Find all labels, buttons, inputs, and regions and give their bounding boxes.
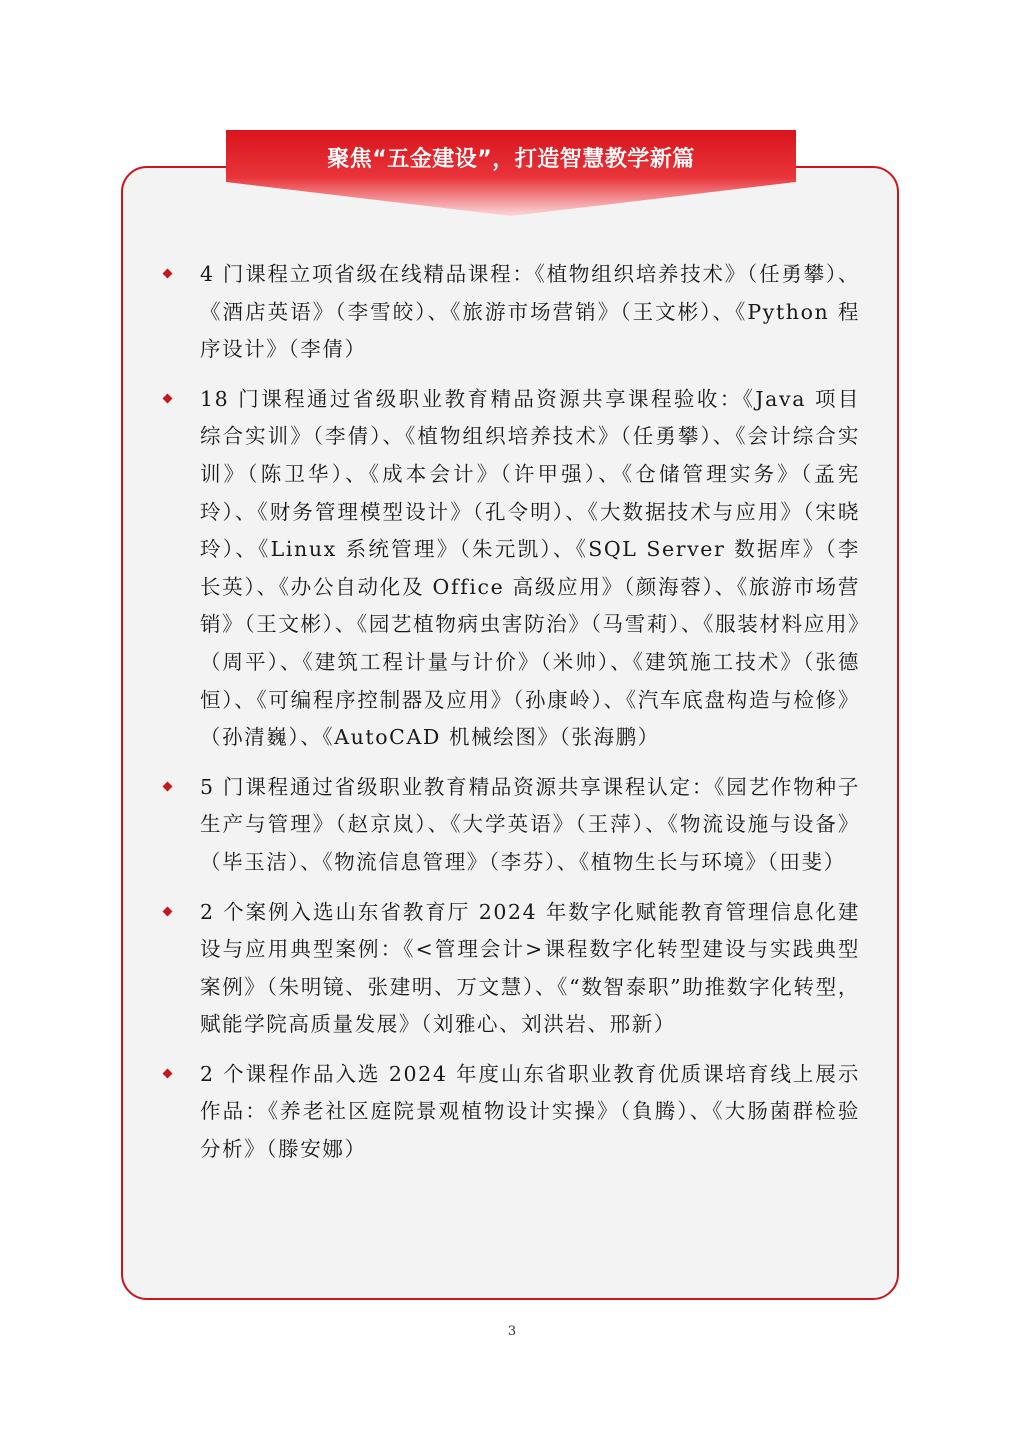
list-item-text: 2 个课程作品入选 2024 年度山东省职业教育优质课培育线上展示作品：《养老社区庭院景观植物设计实操》（負腾）、《大肠菌群检验分析》（滕安娜）: [200, 1061, 860, 1162]
list-item-text: 5 门课程通过省级职业教育精品资源共享课程认定：《园艺作物种子生产与管理》（赵京岚）、《大学英语》（王萍）、《物流设施与设备》（毕玉洁）、《物流信息管理》（李芬）、《植物生长与环境》（田斐）: [200, 774, 860, 874]
list-item-text: 18 门课程通过省级职业教育精品资源共享课程验收：《Java 项目综合实训》（李倩）、《植物组织培养技术》（任勇攀）、《会计综合实训》（陈卫华）、《成本会计》（许甲强）、《仓储管理实务》（孟宪玲）、《财务管理模型设计》（孔令明）、《大数据技术与应用》（宋晓玲）、《Linux 系统管理》（朱元凯）、《SQL Server 数据库》（李长英）、《办公自动化及 Office 高级应用》（颜海蓉）、《旅游市场营销》（王文彬）、《园艺植物病虫害防治》（马雪莉）、《服装材料应用》（周平）、《建筑工程计量与计价》（米帅）、《建筑施工技术》（张德恒）、《可编程序控制器及应用》（孙康岭）、《汽车底盘构造与检修》（孙清巍）、《AutoCAD 机械绘图》（张海鹏）: [200, 386, 860, 750]
list-item-text: 2 个案例入选山东省教育厅 2024 年数字化赋能教育管理信息化建设与应用典型案例：《<管理会计>课程数字化转型建设与实践典型案例》（朱明镜、张建明、万文慧）、《“数智泰职”助推数字化转型，赋能学院高质量发展》（刘雅心、刘洪岩、邢新）: [200, 899, 860, 1037]
diamond-bullet-icon: [163, 781, 173, 791]
list-item: [160, 381, 860, 757]
list-item-text: 4 门课程立项省级在线精品课程：《植物组织培养技术》（任勇攀）、《酒店英语》（李雪皎）、《旅游市场营销》（王文彬）、《Python 程序设计》（李倩）: [200, 262, 860, 362]
diamond-bullet-icon: [163, 906, 173, 916]
list-item: [160, 894, 860, 1044]
page-number: 3: [507, 1324, 517, 1339]
achievement-list: [160, 256, 860, 1181]
section-title: 聚焦“五金建设”，打造智慧教学新篇: [327, 147, 695, 172]
list-item: [160, 256, 860, 369]
diamond-bullet-icon: [163, 393, 173, 403]
section-banner: [226, 130, 796, 216]
list-item: [160, 769, 860, 882]
diamond-bullet-icon: [163, 269, 173, 279]
diamond-bullet-icon: [163, 1068, 173, 1078]
list-item: [160, 1056, 860, 1169]
